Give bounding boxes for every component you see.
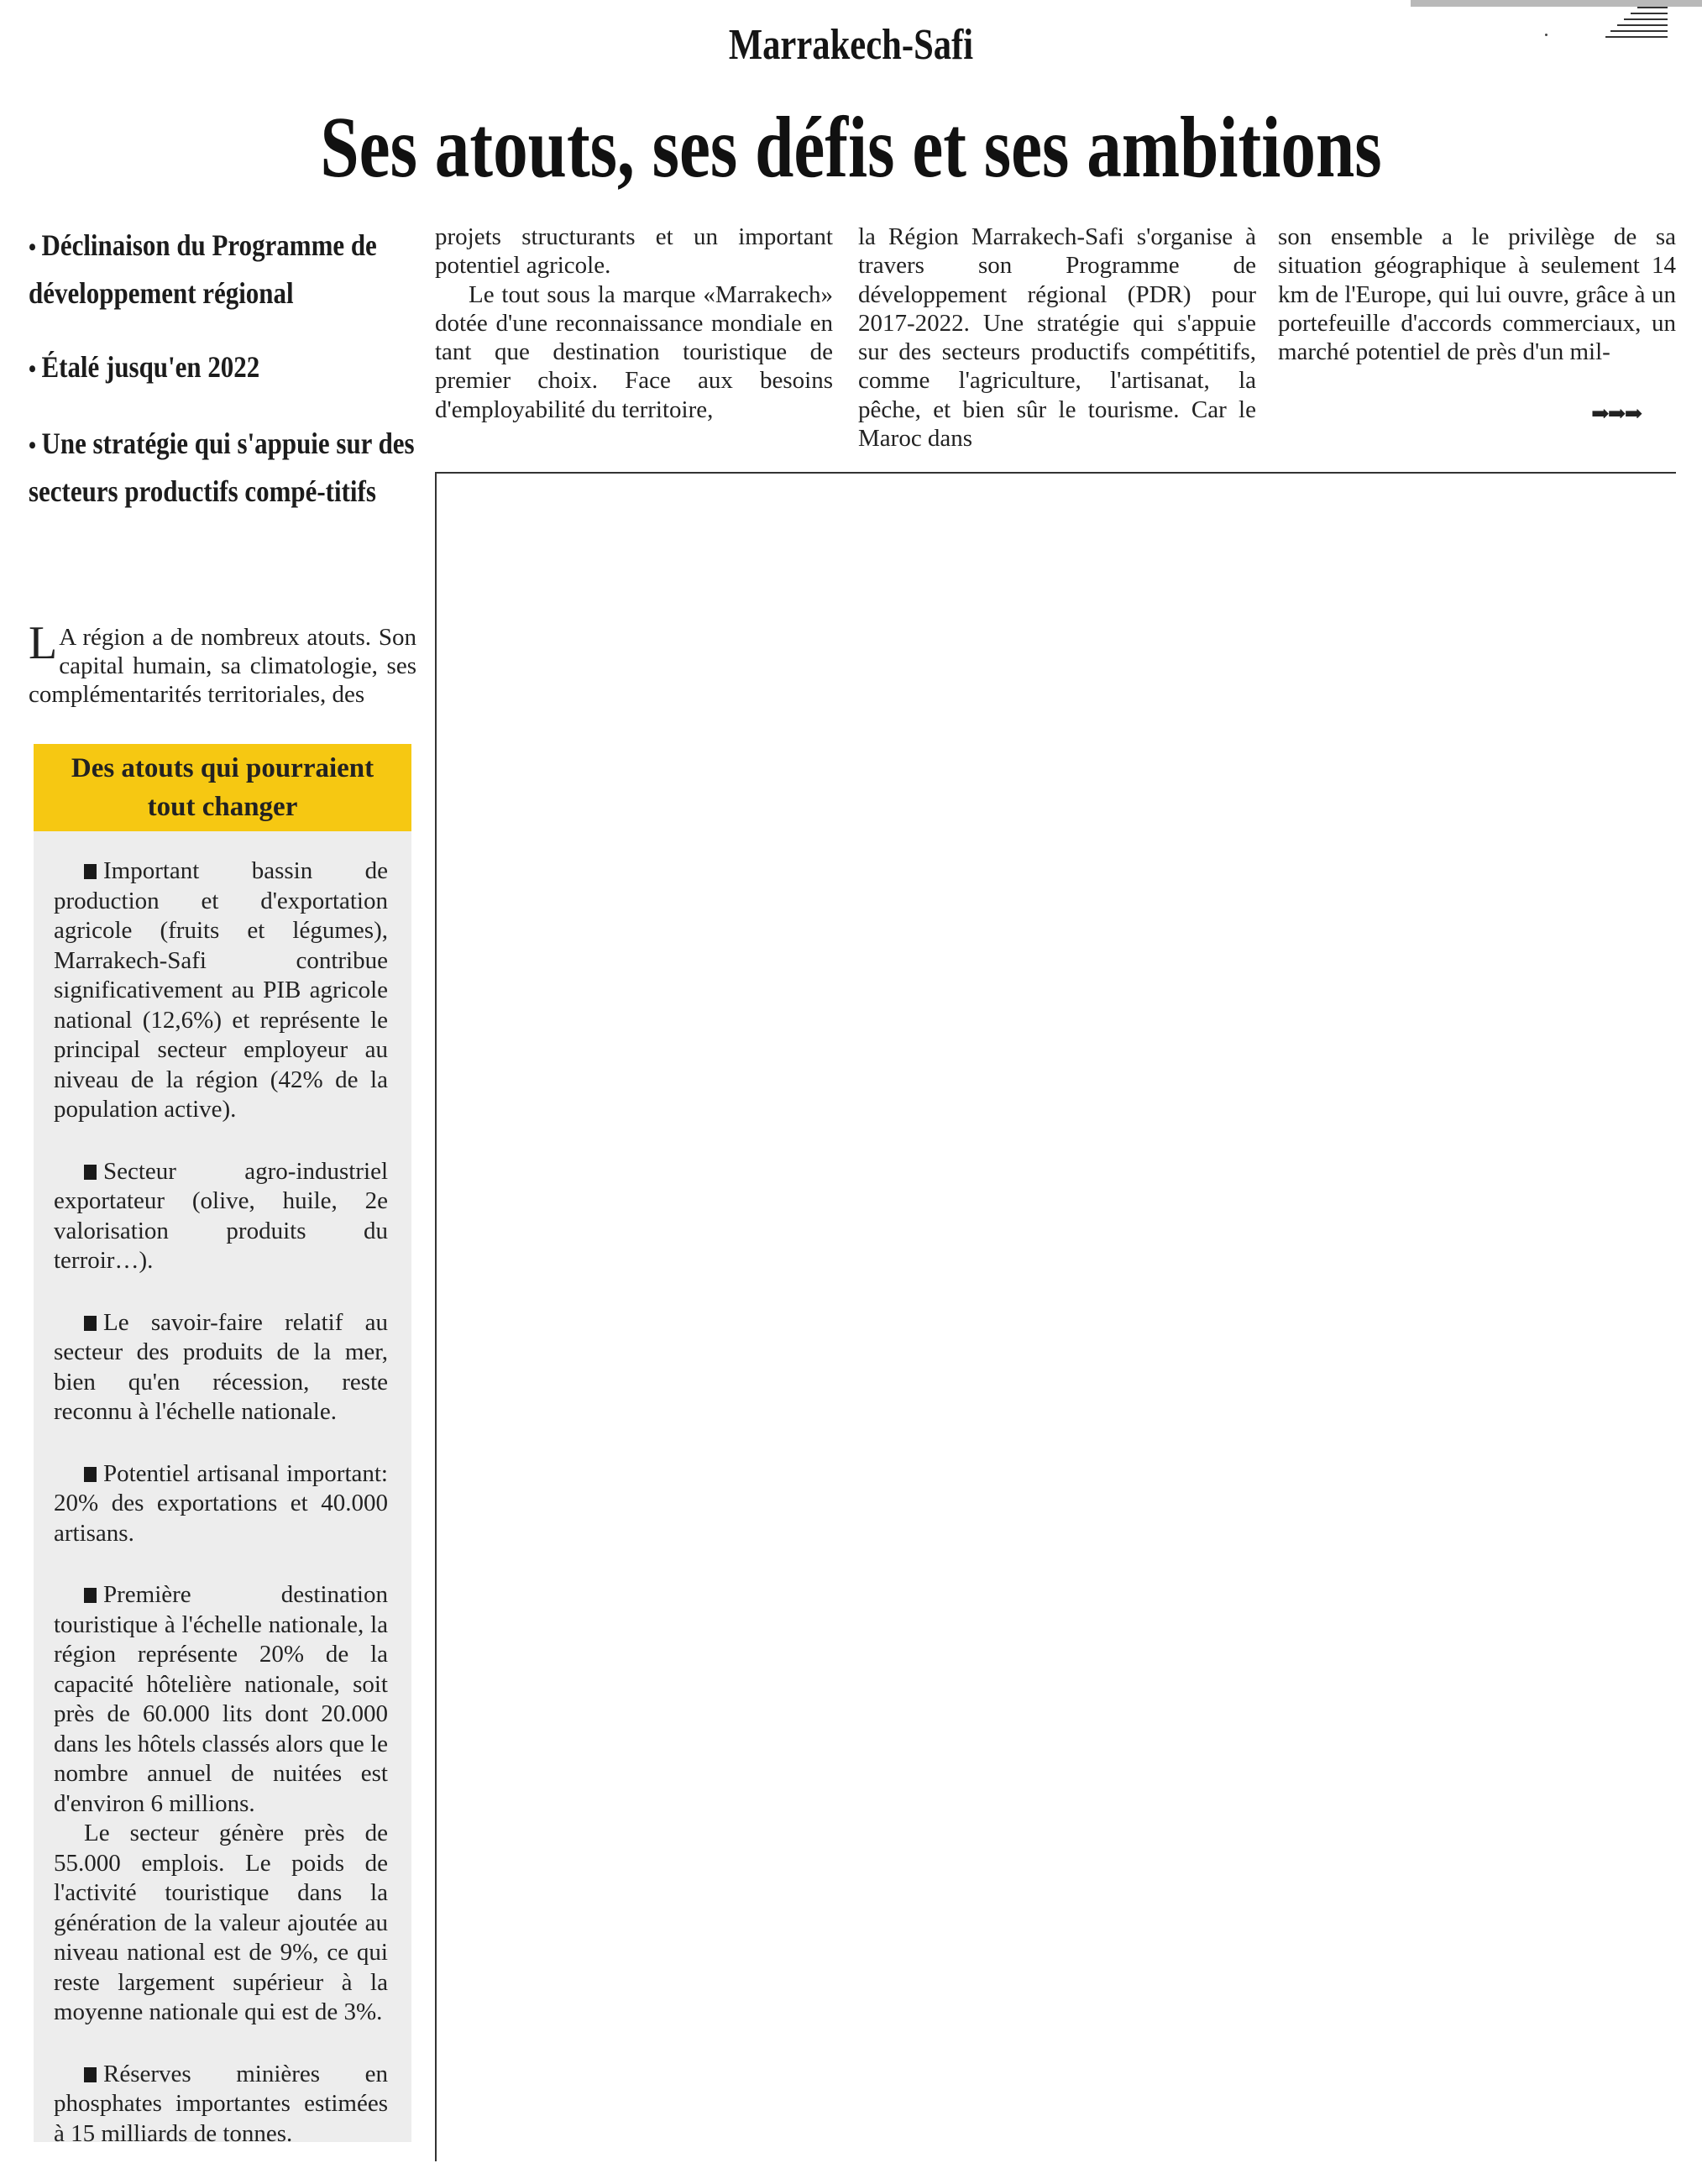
- square-bullet-icon: [84, 864, 97, 879]
- square-bullet-icon: [84, 2067, 97, 2082]
- summary-bullet: • Déclinaison du Programme de développement régional: [29, 228, 377, 310]
- bullet-dot-icon: •: [29, 432, 42, 459]
- body-column-3: son ensemble a le privilège de sa situation géographique à seulement 14 km de l'Europe, qui lui ouvre, grâce à un portefeuille d'accords commerciaux, un marché potentiel de près d'un mil-: [1278, 223, 1676, 366]
- sidebar-item: Potentiel artisanal important: 20% des exportations et 40.000 artisans.: [54, 1459, 388, 1547]
- bullet-dot-icon: •: [29, 355, 42, 383]
- square-bullet-icon: [84, 1316, 97, 1331]
- intro-text: A région a de nombreux atouts. Son capital humain, sa climatologie, ses complémentarités territoriales, des: [29, 624, 416, 708]
- body-column-2: la Région Marrakech-Safi s'organise à travers son Programme de développement régional (PDR) pour 2017-2022. Une stratégie qui s'appuie sur des secteurs productifs compétitifs, comme l'agriculture, l'artisanat, la pêche, et bien sûr le tourisme. Car le Maroc dans: [858, 223, 1256, 453]
- body-column-1: projets structurants et un important potentiel agricole. Le tout sous la marque «Marrakech» dotée d'une reconnaissance mondiale en tant que destination touristique de premier choix. Face aux besoins d'employabilité du territoire,: [435, 223, 833, 423]
- sidebar-items: [34, 831, 411, 2149]
- article-headline: Ses atouts, ses défis et ses ambitions: [320, 99, 1382, 196]
- intro-paragraph: [29, 617, 416, 709]
- summary-bullet: • Étalé jusqu'en 2022: [29, 350, 260, 384]
- summary-bullet: • Une stratégie qui s'appuie sur des secteurs productifs compé-titifs: [29, 427, 415, 508]
- continue-arrows-icon: ➡➡➡: [1591, 401, 1642, 426]
- frame-top-rule: [435, 472, 1676, 474]
- menu-lines-icon: [1605, 7, 1668, 55]
- section-kicker: Marrakech-Safi: [728, 21, 974, 69]
- sidebar-item: Le savoir-faire relatif au secteur des produits de la mer, bien qu'en récession, reste reconnu à l'échelle nationale.: [54, 1308, 388, 1425]
- square-bullet-icon: [84, 1588, 97, 1603]
- bullet-dot-icon: •: [29, 233, 42, 261]
- top-gray-bar: [1411, 0, 1702, 7]
- drop-cap: L: [29, 617, 58, 669]
- sidebar-item: Important bassin de production et d'exportation agricole (fruits et légumes), Marrakech-Safi contribue significativement au PIB agricole national (12,6%) et représente le principal secteur employeur au niveau de la région (42% de la population active).: [54, 857, 388, 1123]
- sidebar-item-continuation: Le secteur génère près de 55.000 emplois. Le poids de l'activité touristique dans la génération de la valeur ajoutée au niveau national est de 9%, ce qui reste largement supérieur à la moyenne nationale qui est de 3%.: [54, 1820, 388, 2025]
- sidebar-box: [34, 744, 411, 2147]
- sidebar-item: Réserves minières en phosphates importantes estimées à 15 milliards de tonnes.: [54, 2060, 388, 2147]
- sidebar-item: Secteur agro-industriel exportateur (olive, huile, 2e valorisation produits du terroir…).: [54, 1157, 388, 1274]
- frame-left-rule: [435, 474, 437, 2161]
- sidebar-item: Première destination touristique à l'échelle nationale, la région représente 20% de la capacité hôtelière nationale, soit près de 60.000 lits dont 20.000 dans les hôtels classés alors que le nombre annuel de nuitées est d'environ 6 millions.: [54, 1581, 388, 1817]
- square-bullet-icon: [84, 1467, 97, 1482]
- sidebar-title: Des atouts qui pourraient tout changer: [34, 744, 411, 831]
- square-bullet-icon: [84, 1165, 97, 1180]
- summary-bullets: [29, 223, 423, 542]
